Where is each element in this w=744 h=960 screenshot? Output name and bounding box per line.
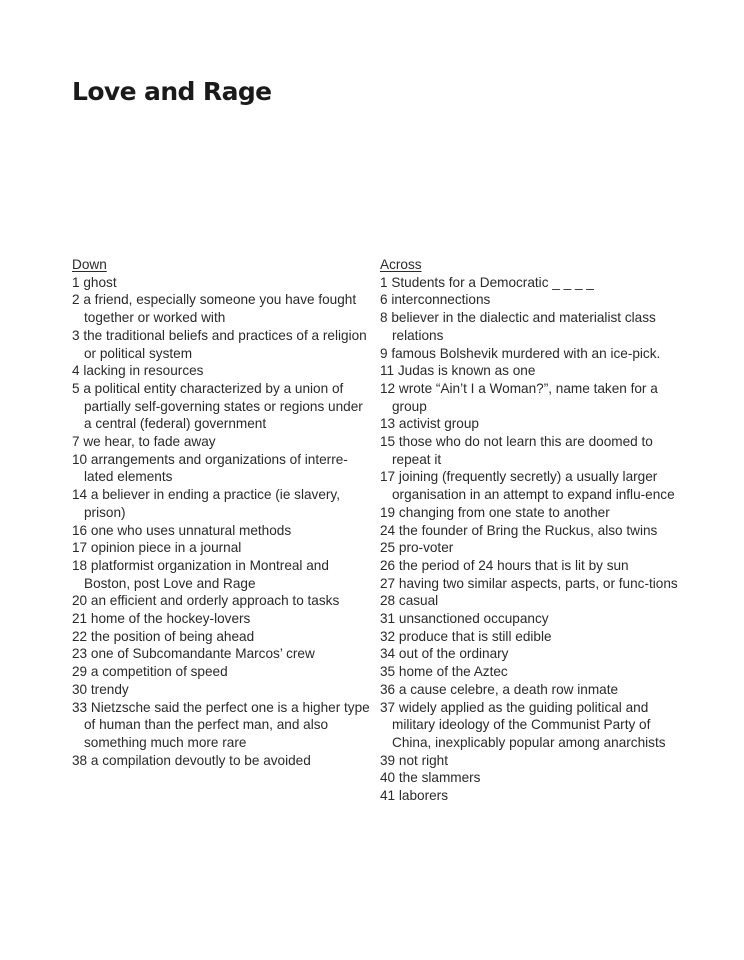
across-clue: 15 those who do not learn this are doomed to repeat it [380, 434, 653, 467]
across-clue: 28 casual [380, 593, 439, 609]
down-clues-column [72, 256, 372, 769]
across-clue: 19 changing from one state to another [380, 504, 610, 520]
across-clue: 6 interconnections [380, 292, 491, 308]
across-clues-column [380, 256, 680, 805]
down-clue: 22 the position of being ahead [72, 628, 255, 644]
down-clue: 38 a compilation devoutly to be avoided [72, 752, 311, 768]
down-clue: 3 the traditional beliefs and practices of a religion or political system [72, 327, 367, 361]
across-clue: 36 a cause celebre, a death row inmate [380, 681, 619, 697]
down-clue: 21 home of the hockey-lovers [72, 611, 251, 627]
across-clue: 13 activist group [380, 416, 479, 432]
down-clue-list [72, 274, 372, 770]
across-clue: 32 produce that is still edible [380, 628, 552, 644]
down-clue: 16 one who uses unnatural methods [72, 522, 292, 538]
down-clue: 14 a believer in ending a practice (ie slavery, prison) [72, 487, 340, 520]
down-clue: 5 a political entity characterized by a union of partially self-governing states or regions under a central (federal) government [72, 380, 363, 432]
across-clue: 37 widely applied as the guiding political and military ideology of the Communist Party of China, inexplicably popular among anarchists [380, 699, 666, 750]
down-clue: 10 arrangements and organizations of interre-lated elements [72, 451, 348, 485]
down-clue: 29 a competition of speed [72, 664, 228, 680]
down-clue: 1 ghost [72, 274, 117, 290]
down-clue: 18 platformist organization in Montreal and Boston, post Love and Rage [72, 557, 329, 591]
across-clue-list [380, 274, 680, 805]
across-clue: 25 pro-voter [380, 540, 454, 556]
across-heading: Across [380, 257, 422, 272]
down-heading: Down [72, 257, 107, 272]
across-clue: 34 out of the ordinary [380, 646, 509, 662]
across-clue: 17 joining (frequently secretly) a usually larger organisation in an attempt to expand influ-ence [380, 469, 675, 503]
down-clue: 30 trendy [72, 681, 129, 697]
across-clue: 11 Judas is known as one [380, 363, 536, 379]
across-clue: 40 the slammers [380, 770, 481, 786]
across-clue: 24 the founder of Bring the Ruckus, also twins [380, 522, 658, 538]
down-clue: 4 lacking in resources [72, 363, 204, 379]
down-clue: 20 an efficient and orderly approach to tasks [72, 593, 340, 609]
down-clue: 2 a friend, especially someone you have fought together or worked with [72, 292, 357, 326]
across-clue: 1 Students for a Democratic _ _ _ _ [380, 274, 594, 290]
page-title: Love and Rage [72, 77, 272, 106]
across-clue: 39 not right [380, 752, 449, 768]
across-clue: 41 laborers [380, 788, 449, 804]
across-clue: 27 having two similar aspects, parts, or func-tions [380, 575, 678, 591]
down-clue: 7 we hear, to fade away [72, 434, 216, 450]
down-clue: 33 Nietzsche said the perfect one is a higher type of human than the perfect man, and also something much more rare [72, 699, 370, 750]
down-clue: 23 one of Subcomandante Marcos’ crew [72, 646, 315, 662]
across-clue: 26 the period of 24 hours that is lit by sun [380, 557, 629, 573]
across-clue: 31 unsanctioned occupancy [380, 611, 549, 627]
across-clue: 8 believer in the dialectic and materialist class relations [380, 310, 656, 343]
down-clue: 17 opinion piece in a journal [72, 540, 242, 556]
across-clue: 35 home of the Aztec [380, 664, 508, 680]
across-clue: 9 famous Bolshevik murdered with an ice-pick. [380, 345, 661, 361]
across-clue: 12 wrote “Ain’t I a Woman?”, name taken for a group [380, 380, 658, 414]
